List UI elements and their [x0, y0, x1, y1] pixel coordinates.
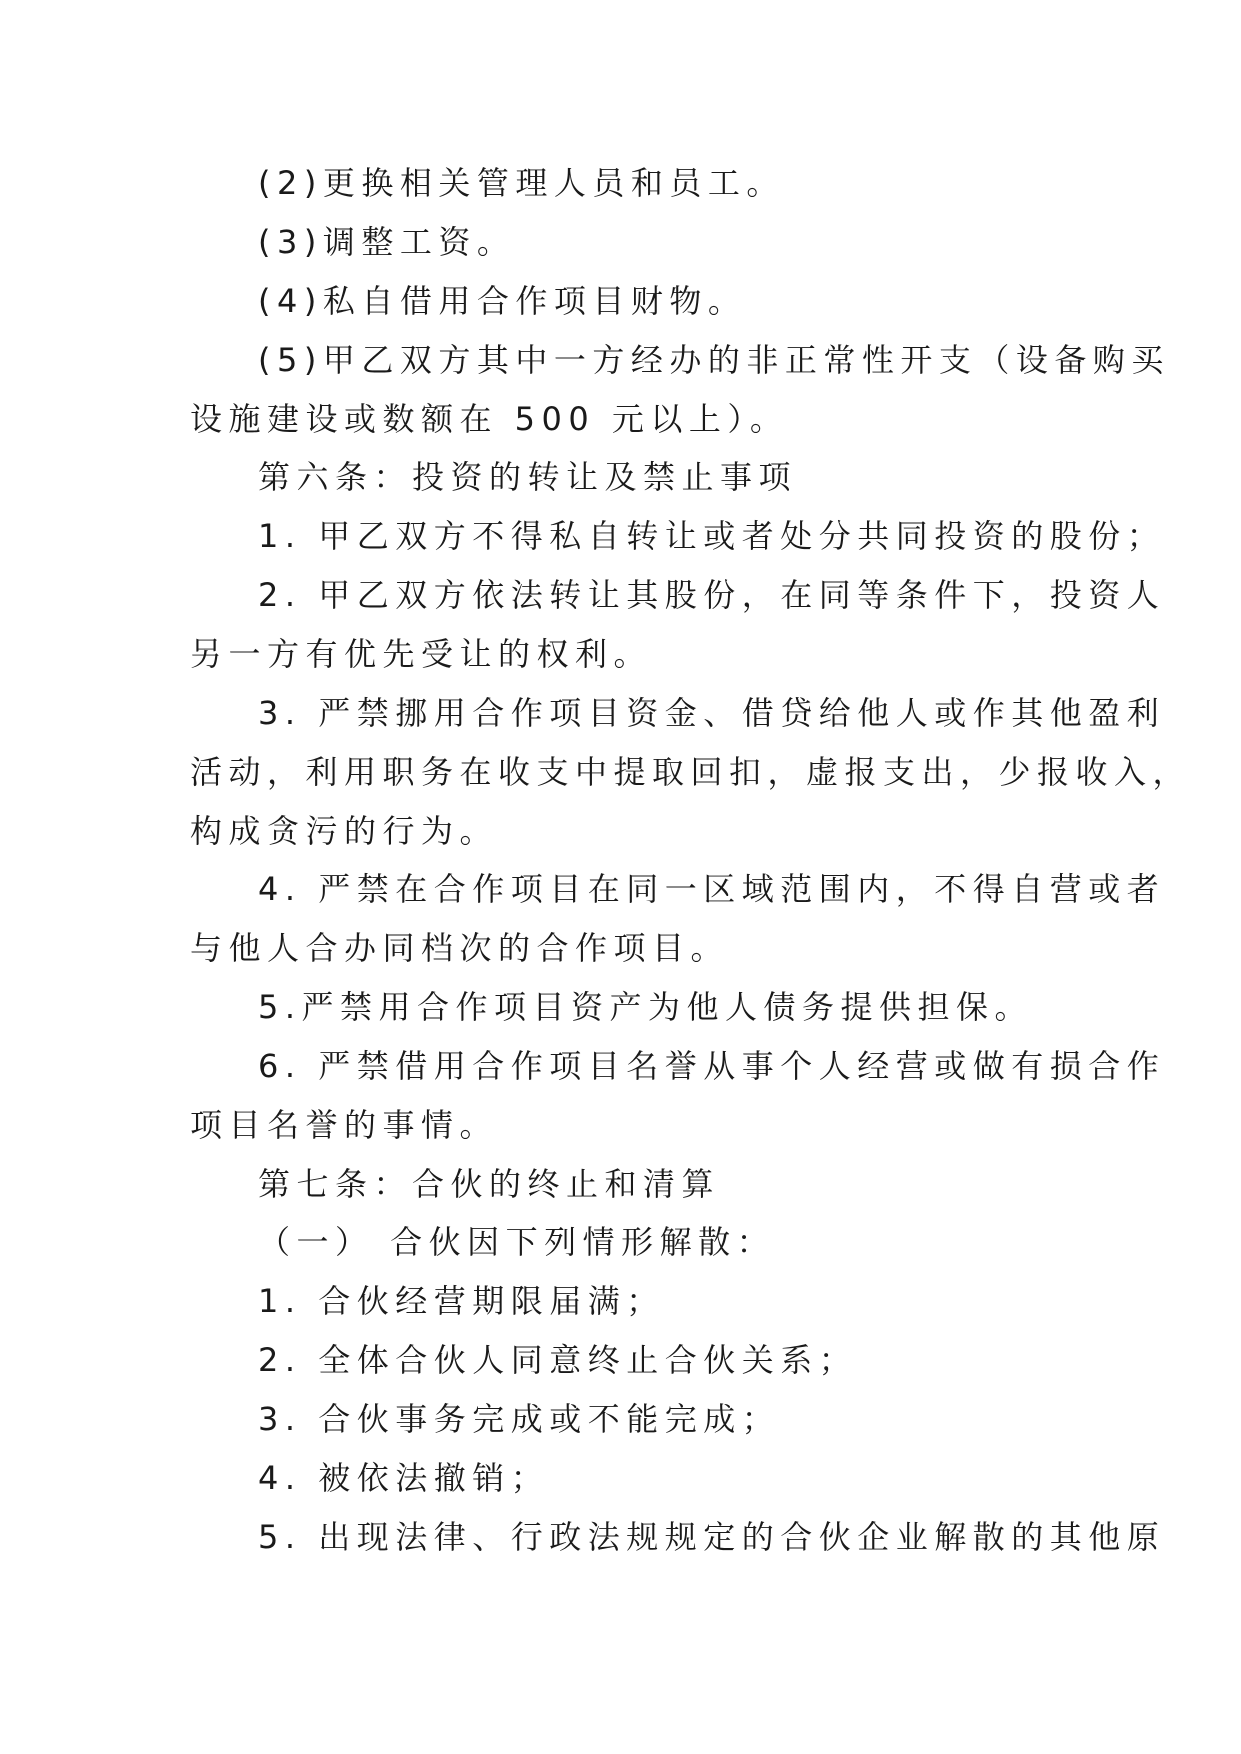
paragraph-line: 1. 合伙经营期限届满； [258, 1282, 665, 1320]
paragraph-line: 3. 合伙事务完成或不能完成； [258, 1400, 781, 1438]
paragraph-line: 另一方有优先受让的权利。 [190, 635, 653, 673]
section-heading: 第六条：投资的转让及禁止事项 [258, 458, 798, 496]
paragraph-line: 6. 严禁借用合作项目名誉从事个人经营或做有损合作 [258, 1047, 1166, 1085]
paragraph-line: 设施建设或数额在 500 元以上）。 [190, 400, 789, 438]
paragraph-line: 5.严禁用合作项目资产为他人债务提供担保。 [258, 988, 1034, 1026]
paragraph-line: 与他人合办同档次的合作项目。 [190, 929, 730, 967]
paragraph-line: 1. 甲乙双方不得私自转让或者处分共同投资的股份； [258, 517, 1166, 555]
paragraph-line: (3)调整工资。 [258, 223, 516, 261]
paragraph-line: 项目名誉的事情。 [190, 1106, 499, 1144]
paragraph-line: (5)甲乙双方其中一方经办的非正常性开支（设备购买 [258, 341, 1170, 379]
paragraph-line: 3. 严禁挪用合作项目资金、借贷给他人或作其他盈利 [258, 694, 1166, 732]
paragraph-line: 4. 严禁在合作项目在同一区域范围内，不得自营或者 [258, 870, 1166, 908]
section-heading: 第七条：合伙的终止和清算 [258, 1165, 721, 1203]
paragraph-line: 2. 甲乙双方依法转让其股份，在同等条件下，投资人 [258, 576, 1166, 614]
paragraph-line: 活动，利用职务在收支中提取回扣，虚报支出，少报收入， [190, 753, 1192, 791]
paragraph-line: 2. 全体合伙人同意终止合伙关系； [258, 1341, 858, 1379]
paragraph-line: 构成贪污的行为。 [190, 812, 499, 850]
paragraph-line: (2)更换相关管理人员和员工。 [258, 164, 785, 202]
paragraph-line: （一） 合伙因下列情形解散： [258, 1223, 776, 1261]
paragraph-line: 5. 出现法律、行政法规规定的合伙企业解散的其他原 [258, 1518, 1166, 1556]
paragraph-line: 4. 被依法撤销； [258, 1459, 550, 1497]
paragraph-line: (4)私自借用合作项目财物。 [258, 282, 747, 320]
